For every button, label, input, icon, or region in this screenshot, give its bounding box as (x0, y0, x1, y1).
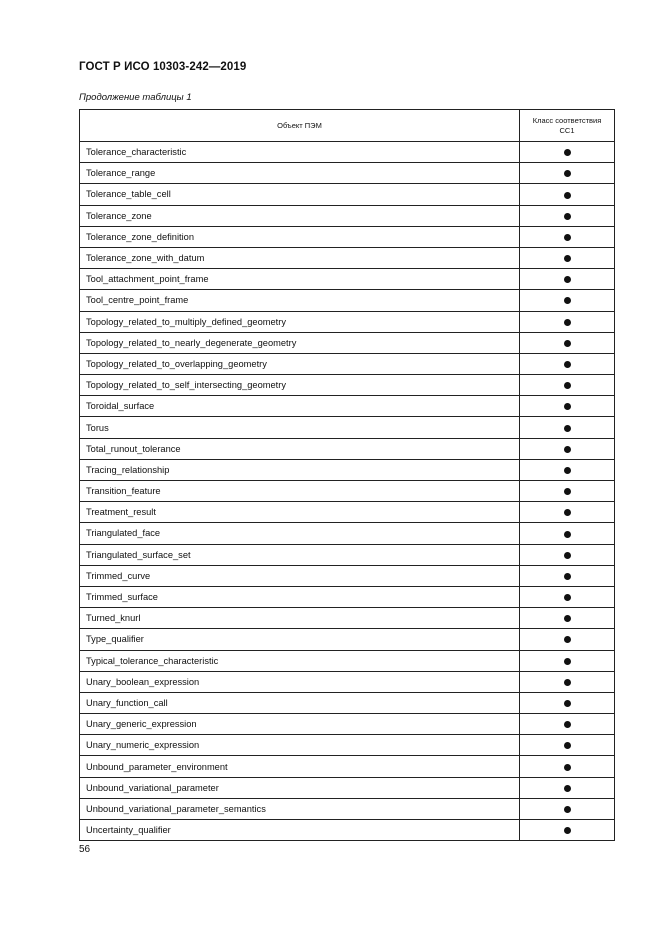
object-name-cell: Topology_related_to_multiply_defined_geometry (80, 311, 520, 332)
conformance-cell (520, 332, 615, 353)
document-header: ГОСТ Р ИСО 10303-242—2019 (79, 61, 247, 73)
filled-circle-icon (564, 382, 571, 389)
filled-circle-icon (564, 615, 571, 622)
conformance-cell (520, 692, 615, 713)
object-name-cell: Topology_related_to_self_intersecting_geometry (80, 375, 520, 396)
table-row (80, 226, 615, 247)
conformance-cell (520, 205, 615, 226)
object-name-cell: Unbound_variational_parameter_semantics (80, 798, 520, 819)
table-row (80, 163, 615, 184)
object-name-cell: Unary_function_call (80, 692, 520, 713)
filled-circle-icon (564, 827, 571, 834)
table-row (80, 332, 615, 353)
table-row (80, 438, 615, 459)
object-name-cell: Tool_attachment_point_frame (80, 269, 520, 290)
conformance-cell (520, 735, 615, 756)
object-name-cell: Tool_centre_point_frame (80, 290, 520, 311)
table-row (80, 544, 615, 565)
filled-circle-icon (564, 764, 571, 771)
filled-circle-icon (564, 488, 571, 495)
column-header-class (520, 110, 615, 142)
table-row (80, 756, 615, 777)
column-header-class-code: CC1 (559, 125, 575, 135)
conformance-cell (520, 502, 615, 523)
filled-circle-icon (564, 806, 571, 813)
table-caption: Продолжение таблицы 1 (79, 92, 192, 103)
table-row (80, 714, 615, 735)
conformance-cell (520, 629, 615, 650)
object-name-cell: Typical_tolerance_characteristic (80, 650, 520, 671)
conformance-cell (520, 565, 615, 586)
filled-circle-icon (564, 361, 571, 368)
object-name-cell: Uncertainty_qualifier (80, 820, 520, 841)
conformance-cell (520, 459, 615, 480)
conformance-cell (520, 353, 615, 374)
object-name-cell: Tolerance_zone_definition (80, 226, 520, 247)
table-row (80, 629, 615, 650)
column-header-class-label: Класс соответствия (532, 115, 602, 125)
object-name-cell: Total_runout_tolerance (80, 438, 520, 459)
table-row (80, 142, 615, 163)
filled-circle-icon (564, 742, 571, 749)
conformance-cell (520, 650, 615, 671)
filled-circle-icon (564, 658, 571, 665)
object-name-cell: Topology_related_to_nearly_degenerate_geometry (80, 332, 520, 353)
conformance-table (79, 109, 615, 841)
table-header-row (80, 110, 615, 142)
table-row (80, 798, 615, 819)
table-row (80, 565, 615, 586)
filled-circle-icon (564, 170, 571, 177)
table-row (80, 375, 615, 396)
table-row (80, 608, 615, 629)
conformance-cell (520, 375, 615, 396)
object-name-cell: Unary_generic_expression (80, 714, 520, 735)
filled-circle-icon (564, 425, 571, 432)
conformance-cell (520, 142, 615, 163)
conformance-cell (520, 481, 615, 502)
conformance-cell (520, 714, 615, 735)
object-name-cell: Tolerance_characteristic (80, 142, 520, 163)
filled-circle-icon (564, 446, 571, 453)
filled-circle-icon (564, 276, 571, 283)
object-name-cell: Triangulated_surface_set (80, 544, 520, 565)
conformance-cell (520, 163, 615, 184)
filled-circle-icon (564, 467, 571, 474)
object-name-cell: Treatment_result (80, 502, 520, 523)
filled-circle-icon (564, 700, 571, 707)
column-header-object (80, 110, 520, 142)
conformance-cell (520, 820, 615, 841)
conformance-cell (520, 608, 615, 629)
column-header-object-label: Объект ПЭМ (277, 120, 322, 130)
filled-circle-icon (564, 319, 571, 326)
table-row (80, 820, 615, 841)
filled-circle-icon (564, 213, 571, 220)
object-name-cell: Triangulated_face (80, 523, 520, 544)
table-row (80, 586, 615, 607)
table-row (80, 396, 615, 417)
conformance-cell (520, 311, 615, 332)
table-row (80, 692, 615, 713)
table-row (80, 735, 615, 756)
filled-circle-icon (564, 509, 571, 516)
conformance-cell (520, 523, 615, 544)
filled-circle-icon (564, 573, 571, 580)
conformance-cell (520, 226, 615, 247)
object-name-cell: Type_qualifier (80, 629, 520, 650)
object-name-cell: Trimmed_surface (80, 586, 520, 607)
table-row (80, 481, 615, 502)
conformance-cell (520, 798, 615, 819)
object-name-cell: Tolerance_range (80, 163, 520, 184)
filled-circle-icon (564, 552, 571, 559)
table-body (80, 142, 615, 841)
filled-circle-icon (564, 234, 571, 241)
conformance-cell (520, 417, 615, 438)
filled-circle-icon (564, 403, 571, 410)
table-row (80, 184, 615, 205)
table-row (80, 523, 615, 544)
filled-circle-icon (564, 297, 571, 304)
object-name-cell: Torus (80, 417, 520, 438)
filled-circle-icon (564, 721, 571, 728)
page-number: 56 (79, 844, 91, 855)
filled-circle-icon (564, 636, 571, 643)
conformance-cell (520, 184, 615, 205)
table-row (80, 671, 615, 692)
filled-circle-icon (564, 785, 571, 792)
object-name-cell: Unbound_parameter_environment (80, 756, 520, 777)
table-row (80, 417, 615, 438)
filled-circle-icon (564, 340, 571, 347)
table-row (80, 777, 615, 798)
filled-circle-icon (564, 149, 571, 156)
object-name-cell: Tolerance_table_cell (80, 184, 520, 205)
table-row (80, 650, 615, 671)
filled-circle-icon (564, 255, 571, 262)
object-name-cell: Tolerance_zone (80, 205, 520, 226)
conformance-cell (520, 438, 615, 459)
conformance-cell (520, 269, 615, 290)
filled-circle-icon (564, 594, 571, 601)
conformance-cell (520, 396, 615, 417)
object-name-cell: Trimmed_curve (80, 565, 520, 586)
table-row (80, 290, 615, 311)
table-row (80, 459, 615, 480)
filled-circle-icon (564, 679, 571, 686)
table-row (80, 311, 615, 332)
table-row (80, 353, 615, 374)
object-name-cell: Tracing_relationship (80, 459, 520, 480)
table-row (80, 502, 615, 523)
table-row (80, 247, 615, 268)
object-name-cell: Transition_feature (80, 481, 520, 502)
filled-circle-icon (564, 531, 571, 538)
conformance-cell (520, 544, 615, 565)
table-row (80, 205, 615, 226)
object-name-cell: Toroidal_surface (80, 396, 520, 417)
object-name-cell: Unbound_variational_parameter (80, 777, 520, 798)
filled-circle-icon (564, 192, 571, 199)
conformance-cell (520, 290, 615, 311)
object-name-cell: Topology_related_to_overlapping_geometry (80, 353, 520, 374)
object-name-cell: Unary_numeric_expression (80, 735, 520, 756)
conformance-cell (520, 777, 615, 798)
table-row (80, 269, 615, 290)
conformance-cell (520, 247, 615, 268)
object-name-cell: Turned_knurl (80, 608, 520, 629)
conformance-cell (520, 586, 615, 607)
conformance-cell (520, 671, 615, 692)
object-name-cell: Unary_boolean_expression (80, 671, 520, 692)
conformance-cell (520, 756, 615, 777)
object-name-cell: Tolerance_zone_with_datum (80, 247, 520, 268)
